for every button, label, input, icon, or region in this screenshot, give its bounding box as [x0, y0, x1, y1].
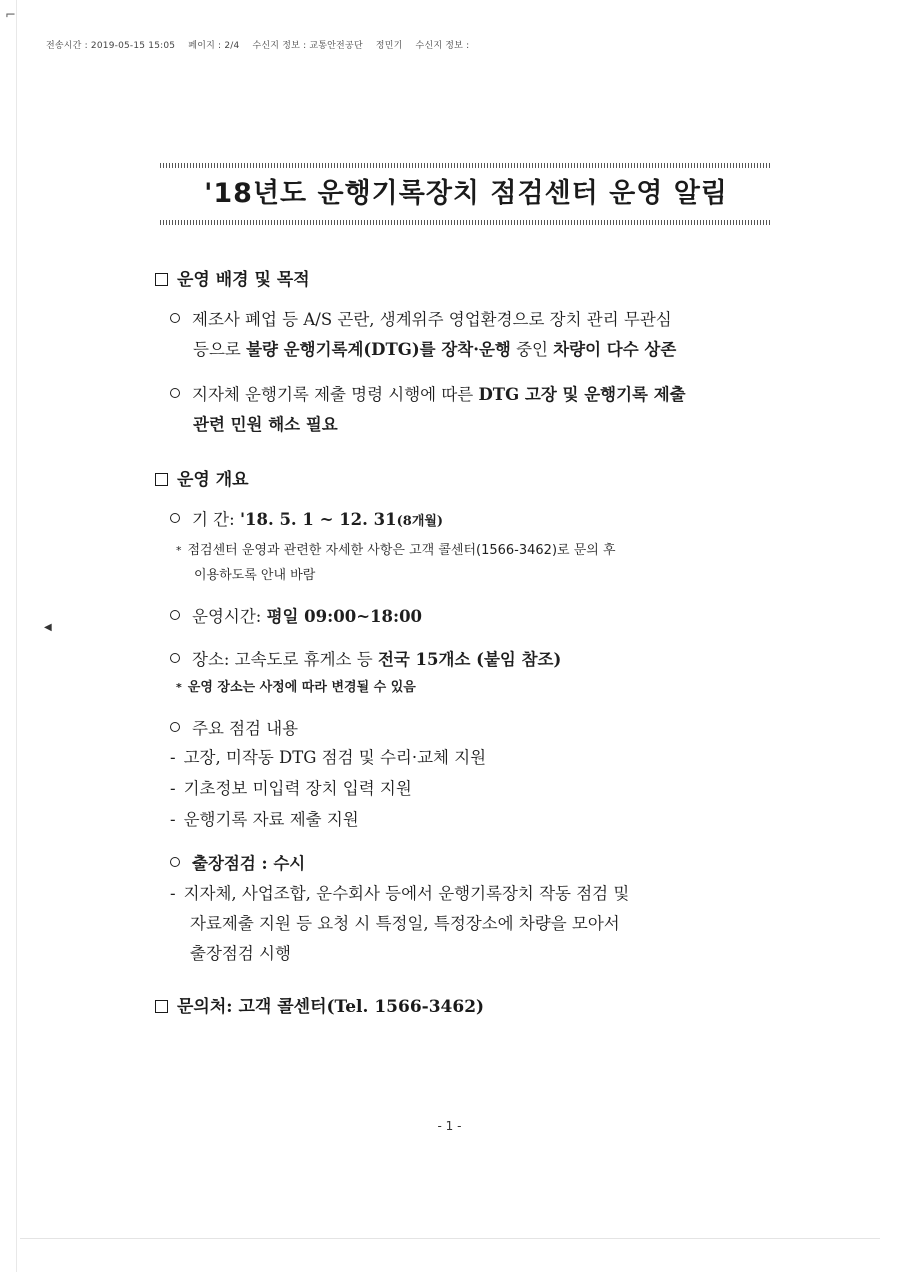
- field-inspection-line-2: 자료제출 지원 등 요청 시 특정일, 특정장소에 차량을 모아서: [190, 914, 620, 933]
- inspection-item: - 운행기록 자료 제출 지원: [170, 810, 359, 829]
- overview-period: 기 간: '18. 5. 1 ~ 12. 31(8개월): [170, 506, 443, 530]
- overview-hours: 운영시간: 평일 09:00~18:00: [170, 603, 422, 627]
- bullet-circle-icon: [170, 388, 180, 398]
- background-item-1-line-1: 제조사 폐업 등 A/S 곤란, 생계위주 영업환경으로 장치 관리 무관심: [170, 306, 672, 330]
- checkbox-square-icon: [155, 473, 168, 486]
- inspection-item: - 기초정보 미입력 장치 입력 지원: [170, 779, 412, 798]
- asterisk-icon: *: [176, 544, 182, 557]
- bullet-circle-icon: [170, 653, 180, 663]
- field-inspection-line-3: 출장점검 시행: [190, 944, 291, 963]
- bullet-circle-icon: [170, 513, 180, 523]
- overview-inspection-heading: 주요 점검 내용: [170, 715, 298, 739]
- bullet-circle-icon: [170, 610, 180, 620]
- overview-place-note: * 운영 장소는 사정에 따라 변경될 수 있음: [176, 680, 416, 695]
- scan-artifact-mark: ⌐: [5, 8, 16, 23]
- fax-page-indicator: 페이지 : 2/4: [188, 41, 240, 51]
- overview-period-note-line-1: * 점검센터 운영과 관련한 자세한 사항은 고객 콜센터(1566-3462)로 문의 후: [176, 543, 616, 558]
- background-item-1-line-2: 등으로 불량 운행기록계(DTG)를 장착·운행 중인 차량이 다수 상존: [193, 340, 677, 359]
- overview-period-note-line-2: 이용하도록 안내 바람: [194, 568, 316, 583]
- title-hatch-top: [160, 163, 772, 168]
- field-inspection-line-1: - 지자체, 사업조합, 운수회사 등에서 운행기록장치 작동 점검 및: [170, 884, 630, 903]
- bullet-circle-icon: [170, 857, 180, 867]
- background-item-2-line-2: 관련 민원 해소 필요: [193, 415, 338, 434]
- asterisk-icon: *: [176, 681, 182, 694]
- checkbox-square-icon: [155, 1000, 168, 1013]
- bullet-circle-icon: [170, 313, 180, 323]
- document-title: '18년도 운행기록장치 점검센터 운영 알림: [204, 178, 728, 209]
- fax-sent-time: 전송시간 : 2019-05-15 15:05: [46, 41, 176, 51]
- fax-recipient-name: 정민기: [375, 41, 403, 51]
- checkbox-square-icon: [155, 273, 168, 286]
- fax-transmission-header: [46, 38, 606, 51]
- overview-field-inspection-heading: 출장점검 : 수시: [170, 850, 305, 874]
- fax-sender-info: 수신지 정보 : 교통안전공단: [252, 41, 363, 51]
- background-item-2-line-1: 지자체 운행기록 제출 명령 시행에 따른 DTG 고장 및 운행기록 제출: [170, 381, 686, 405]
- scan-artifact-mark: ◀: [44, 622, 52, 633]
- scan-edge: [20, 1238, 880, 1239]
- title-hatch-bottom: [160, 220, 772, 225]
- bullet-circle-icon: [170, 722, 180, 732]
- inspection-item: - 고장, 미작동 DTG 점검 및 수리·교체 지원: [170, 748, 487, 767]
- document-title-block: [160, 163, 772, 225]
- fax-receiver-info: 수신지 정보 :: [415, 41, 470, 51]
- section-heading-overview: 운영 개요: [155, 465, 249, 490]
- section-heading-contact: 문의처: 고객 콜센터(Tel. 1566-3462): [155, 992, 484, 1017]
- section-heading-background: 운영 배경 및 목적: [155, 265, 310, 290]
- scan-edge: [16, 0, 17, 1272]
- overview-place: 장소: 고속도로 휴게소 등 전국 15개소 (붙임 참조): [170, 646, 561, 670]
- page-number: - 1 -: [437, 1119, 462, 1133]
